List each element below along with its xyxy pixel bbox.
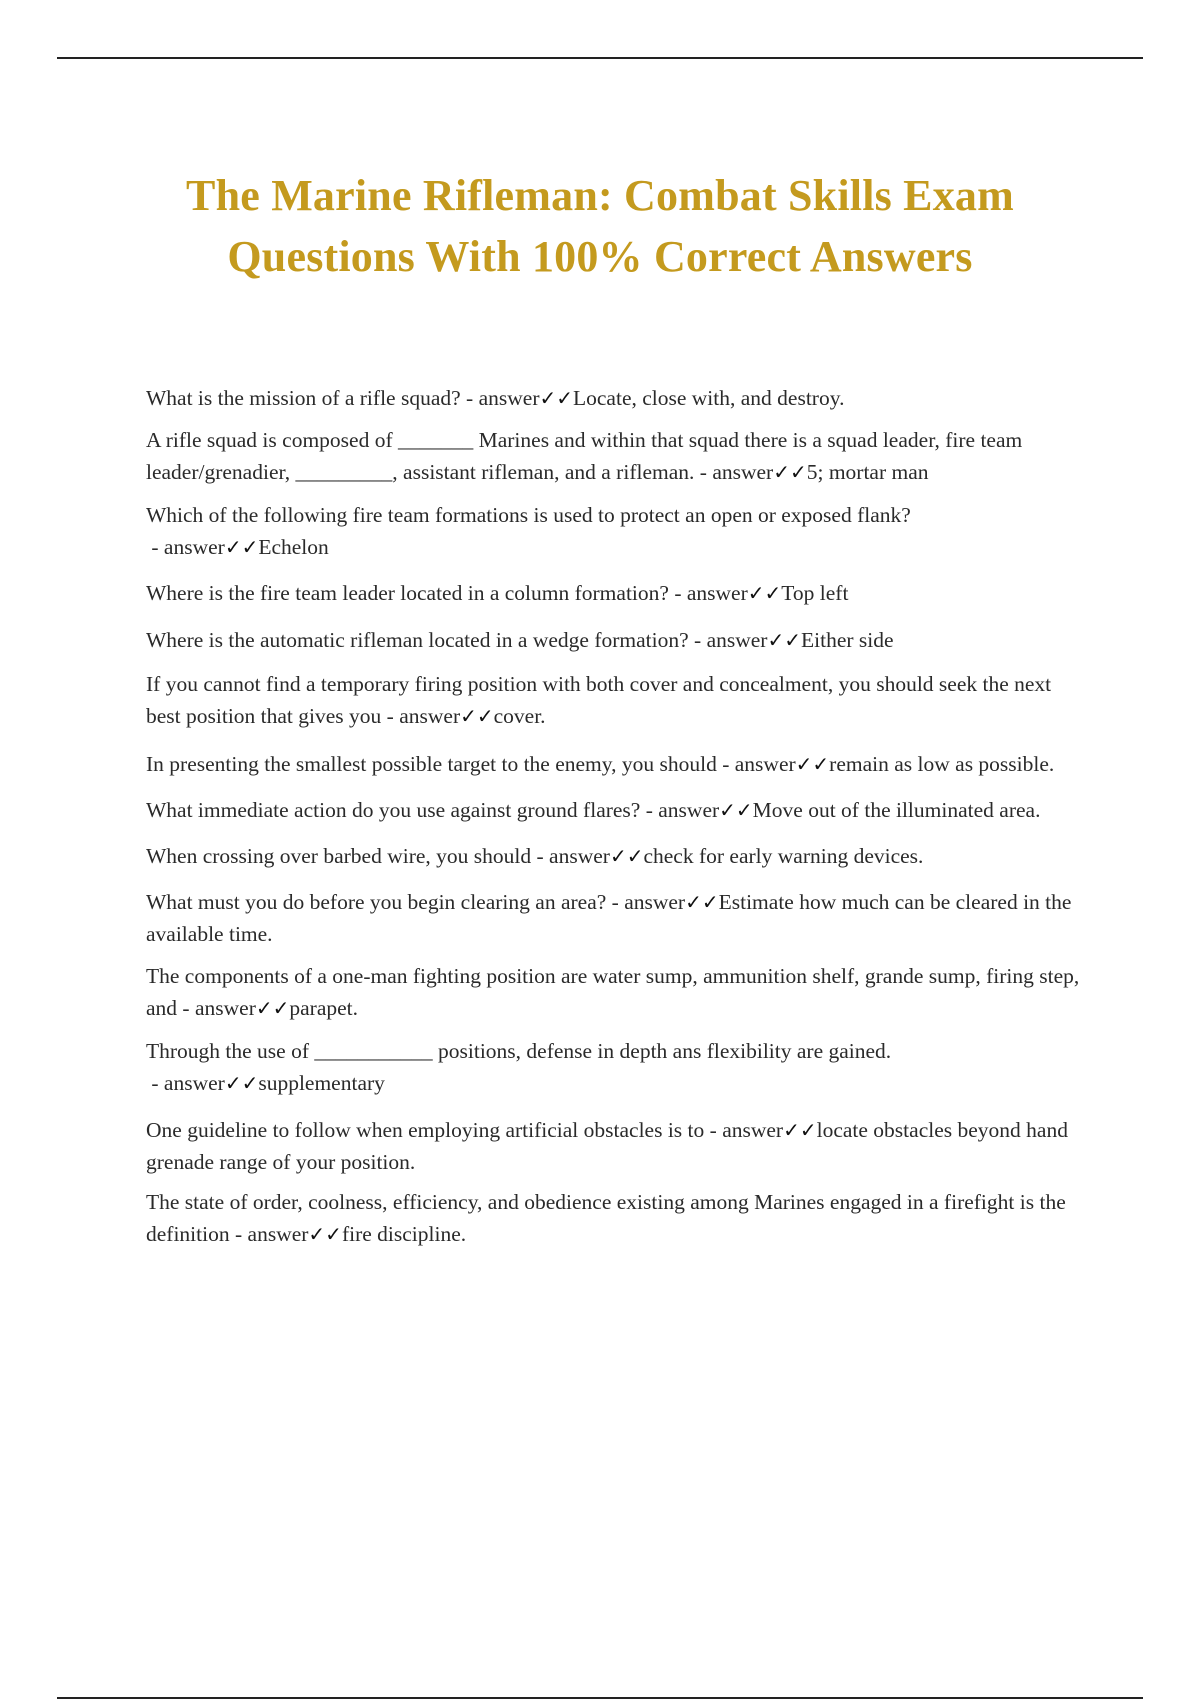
- double-check-icon: ✓✓: [783, 1118, 817, 1142]
- double-check-icon: ✓✓: [609, 844, 644, 868]
- question-text: What immediate action do you use against ground flares?: [146, 798, 641, 822]
- double-check-icon: ✓✓: [224, 1071, 259, 1095]
- separator: -: [381, 704, 400, 728]
- answer-text: Top left: [781, 581, 849, 605]
- top-rule: [57, 57, 1143, 59]
- question-text: What must you do before you begin clearing an area?: [146, 890, 607, 914]
- answer-prefix: answer: [549, 844, 610, 868]
- qa-list: [146, 382, 1086, 1250]
- question-text: One guideline to follow when employing artificial obstacles is to: [146, 1118, 705, 1142]
- separator: -: [460, 386, 479, 410]
- double-check-icon: ✓✓: [539, 386, 573, 410]
- answer-text: cover.: [493, 704, 546, 728]
- question-text: If you cannot find a temporary firing position with both cover and concealment, you should seek the next best position that gives you: [146, 672, 1052, 728]
- separator: -: [606, 890, 625, 914]
- qa-item: [146, 1035, 1086, 1099]
- double-check-icon: ✓✓: [795, 752, 830, 776]
- answer-prefix: answer: [712, 460, 774, 484]
- separator: -: [694, 460, 713, 484]
- question-text: What is the mission of a rifle squad?: [146, 386, 461, 410]
- qa-item: [146, 1114, 1086, 1178]
- qa-item: [146, 840, 1086, 872]
- qa-item: [146, 960, 1086, 1024]
- separator: -: [716, 752, 735, 776]
- qa-item: [146, 748, 1086, 780]
- question-text: Which of the following fire team formations is used to protect an open or exposed flank?: [146, 503, 911, 527]
- question-text: A rifle squad is composed of _______ Marines and within that squad there is a squad leader, fire team leader/grenadier, _________, assistant rifleman, and a rifleman.: [146, 428, 1023, 484]
- qa-item: [146, 886, 1086, 950]
- answer-text: Move out of the illuminated area.: [752, 798, 1041, 822]
- separator: -: [640, 798, 659, 822]
- answer-text: remain as low as possible.: [829, 752, 1055, 776]
- separator: -: [229, 1222, 248, 1246]
- answer-prefix: answer: [194, 996, 256, 1020]
- answer-prefix: answer: [624, 890, 686, 914]
- answer-text: parapet.: [289, 996, 359, 1020]
- question-text: Where is the fire team leader located in a column formation?: [146, 581, 669, 605]
- answer-prefix: answer: [399, 704, 461, 728]
- qa-item: [146, 624, 1086, 656]
- double-check-icon: ✓✓: [255, 996, 290, 1020]
- double-check-icon: ✓✓: [747, 581, 782, 605]
- qa-item: [146, 668, 1086, 732]
- answer-text: fire discipline.: [341, 1222, 467, 1246]
- separator: -: [177, 996, 195, 1020]
- answer-prefix: answer: [163, 1071, 225, 1095]
- separator: -: [668, 581, 687, 605]
- separator: -: [704, 1118, 723, 1142]
- answer-text: Either side: [800, 628, 894, 652]
- document-title: The Marine Rifleman: Combat Skills Exam Questions With 100% Correct Answers: [186, 171, 1014, 281]
- double-check-icon: ✓✓: [767, 628, 801, 652]
- question-text: In presenting the smallest possible target to the enemy, you should: [146, 752, 717, 776]
- double-check-icon: ✓✓: [224, 535, 259, 559]
- question-text: The components of a one-man fighting position are water sump, ammunition shelf, grande sump, firing step, and: [146, 964, 1080, 1020]
- qa-item: [146, 424, 1086, 488]
- answer-text: Estimate how much can be cleared in the available time.: [146, 890, 1072, 946]
- answer-prefix: answer: [478, 386, 540, 410]
- answer-prefix: answer: [247, 1222, 309, 1246]
- double-check-icon: ✓✓: [685, 890, 719, 914]
- qa-item: [146, 794, 1086, 826]
- answer-prefix: answer: [734, 752, 796, 776]
- answer-prefix: answer: [686, 581, 748, 605]
- double-check-icon: ✓✓: [773, 460, 807, 484]
- answer-text: Locate, close with, and destroy.: [573, 386, 845, 410]
- bottom-rule: [57, 1697, 1143, 1699]
- answer-text: Echelon: [258, 535, 329, 559]
- answer-text: locate obstacles beyond hand grenade range of your position.: [146, 1118, 1068, 1174]
- qa-item: [146, 382, 1086, 414]
- qa-item: [146, 1186, 1086, 1250]
- separator: -: [688, 628, 707, 652]
- answer-text: supplementary: [258, 1071, 385, 1095]
- answer-text: 5; mortar man: [806, 460, 929, 484]
- question-text: Through the use of ___________ positions, defense in depth ans flexibility are gained.: [146, 1039, 892, 1063]
- double-check-icon: ✓✓: [460, 704, 494, 728]
- qa-item: [146, 577, 1086, 609]
- double-check-icon: ✓✓: [308, 1222, 342, 1246]
- separator: -: [531, 844, 550, 868]
- question-text: When crossing over barbed wire, you should: [146, 844, 532, 868]
- separator: -: [146, 1071, 164, 1095]
- question-text: Where is the automatic rifleman located in a wedge formation?: [146, 628, 689, 652]
- separator: -: [146, 535, 164, 559]
- answer-prefix: answer: [722, 1118, 784, 1142]
- double-check-icon: ✓✓: [719, 798, 753, 822]
- answer-prefix: answer: [163, 535, 225, 559]
- qa-item: [146, 499, 1086, 563]
- answer-text: check for early warning devices.: [643, 844, 924, 868]
- answer-prefix: answer: [706, 628, 768, 652]
- answer-prefix: answer: [658, 798, 720, 822]
- question-text: The state of order, coolness, efficiency, and obedience existing among Marines engaged in a firefight is the definition: [146, 1190, 1066, 1246]
